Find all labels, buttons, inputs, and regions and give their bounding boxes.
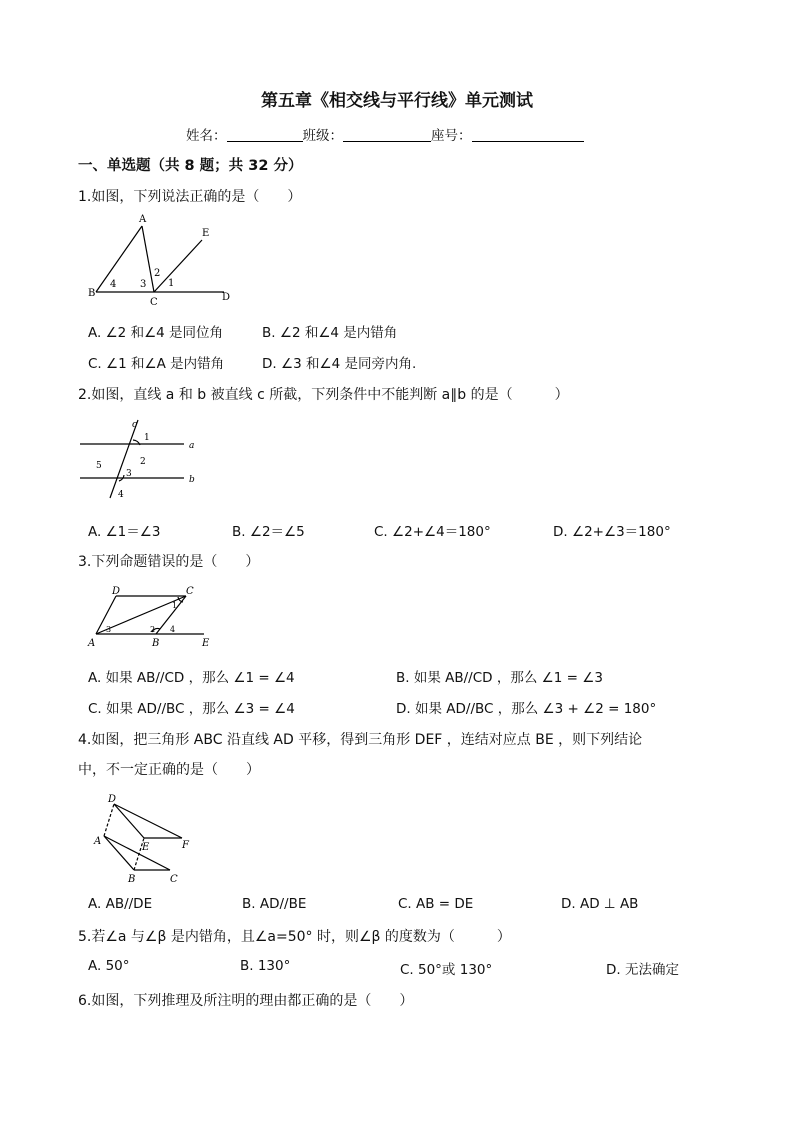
q1-point-e: E <box>202 228 210 239</box>
q4-point-b: B <box>128 874 136 885</box>
question-2-stem: 2.如图，直线 a 和 b 被直线 c 所截，下列条件中不能判断 a∥b 的是（ ） <box>78 387 569 403</box>
q2-angle-1: 1 <box>144 433 150 443</box>
question-3-figure <box>84 584 214 648</box>
q5-option-c[interactable]: C. 50°或 130° <box>400 962 493 978</box>
q3-point-a: A <box>88 638 96 648</box>
q1-angle-3: 3 <box>140 279 147 290</box>
q1-point-c: C <box>150 297 158 308</box>
q4-point-c: C <box>170 874 178 885</box>
q3-point-c: C <box>186 586 194 597</box>
q1-angle-4: 4 <box>110 279 117 290</box>
q3-point-b: B <box>152 638 160 648</box>
q4-point-d: D <box>108 794 117 805</box>
name-label: 姓名： <box>186 128 227 144</box>
q3-option-a[interactable]: A. 如果 AB//CD ，那么 ∠1 = ∠4 <box>88 670 295 686</box>
q1-option-a[interactable]: A. ∠2 和∠4 是同位角 <box>88 325 224 341</box>
q3-angle-2: 2 <box>150 625 156 634</box>
seat-label: 座号： <box>431 128 472 144</box>
q1-option-b[interactable]: B. ∠2 和∠4 是内错角 <box>262 325 398 341</box>
q2-angle-5: 5 <box>96 461 102 471</box>
question-2-figure <box>78 412 208 502</box>
question-1-stem: 1.如图，下列说法正确的是（ ） <box>78 189 302 205</box>
q2-option-a[interactable]: A. ∠1＝∠3 <box>88 524 161 540</box>
question-5-stem: 5.若∠a 与∠β 是内错角，且∠a=50° 时，则∠β 的度数为（ ） <box>78 929 511 945</box>
q1-point-b: B <box>88 288 96 299</box>
question-4-stem-line1: 4.如图，把三角形 ABC 沿直线 AD 平移，得到三角形 DEF ，连结对应点 BE ，则下列结论 <box>78 732 643 748</box>
class-label: 班级： <box>302 128 343 144</box>
seat-blank <box>472 127 584 142</box>
q1-angle-1: 1 <box>168 278 175 289</box>
q3-angle-3: 3 <box>106 625 112 634</box>
q3-angle-4: 4 <box>170 625 176 634</box>
q3-angle-1: 1 <box>172 601 178 610</box>
q2-line-b: b <box>189 475 195 485</box>
question-1-figure <box>84 212 244 310</box>
q5-option-d[interactable]: D. 无法确定 <box>606 962 679 978</box>
question-4-stem-line2: 中，不一定正确的是（ ） <box>78 762 260 778</box>
q2-option-d[interactable]: D. ∠2+∠3＝180° <box>553 524 671 540</box>
section-heading: 一、单选题（共 8 题；共 32 分） <box>78 158 303 174</box>
page-title: 第五章《相交线与平行线》单元测试 <box>261 91 533 111</box>
q1-point-a: A <box>139 214 147 225</box>
q4-option-a[interactable]: A. AB//DE <box>88 896 153 912</box>
q3-option-b[interactable]: B. 如果 AB//CD ，那么 ∠1 = ∠3 <box>396 670 603 686</box>
q3-option-d[interactable]: D. 如果 AD//BC ，那么 ∠3 + ∠2 = 180° <box>396 701 657 717</box>
q5-option-a[interactable]: A. 50° <box>88 958 130 974</box>
question-6-stem: 6.如图，下列推理及所注明的理由都正确的是（ ） <box>78 993 414 1009</box>
q4-option-c[interactable]: C. AB = DE <box>398 896 474 912</box>
student-info-line <box>186 124 584 144</box>
q2-option-c[interactable]: C. ∠2+∠4＝180° <box>374 524 491 540</box>
q3-point-e: E <box>202 638 210 648</box>
q3-option-c[interactable]: C. 如果 AD//BC ，那么 ∠3 = ∠4 <box>88 701 295 717</box>
q1-option-d[interactable]: D. ∠3 和∠4 是同旁内角. <box>262 356 417 372</box>
q4-point-f: F <box>182 840 189 851</box>
q2-line-a: a <box>189 441 195 451</box>
q2-option-b[interactable]: B. ∠2＝∠5 <box>232 524 305 540</box>
q2-angle-4: 4 <box>118 490 124 500</box>
q4-option-d[interactable]: D. AD ⊥ AB <box>561 896 639 912</box>
question-3-stem: 3.下列命题错误的是（ ） <box>78 554 260 570</box>
q1-point-d: D <box>222 292 231 303</box>
q4-point-a: A <box>94 836 102 847</box>
q1-option-c[interactable]: C. ∠1 和∠A 是内错角 <box>88 356 225 372</box>
q4-point-e: E <box>142 842 150 853</box>
q2-angle-2: 2 <box>140 457 146 467</box>
question-4-figure <box>90 792 200 886</box>
q4-option-b[interactable]: B. AD//BE <box>242 896 307 912</box>
q3-point-d: D <box>112 586 121 597</box>
class-blank <box>343 127 431 142</box>
name-blank <box>227 127 303 142</box>
q2-angle-3: 3 <box>126 469 132 479</box>
q1-angle-2: 2 <box>154 268 161 279</box>
q5-option-b[interactable]: B. 130° <box>240 958 291 974</box>
q2-line-c: c <box>132 420 138 430</box>
